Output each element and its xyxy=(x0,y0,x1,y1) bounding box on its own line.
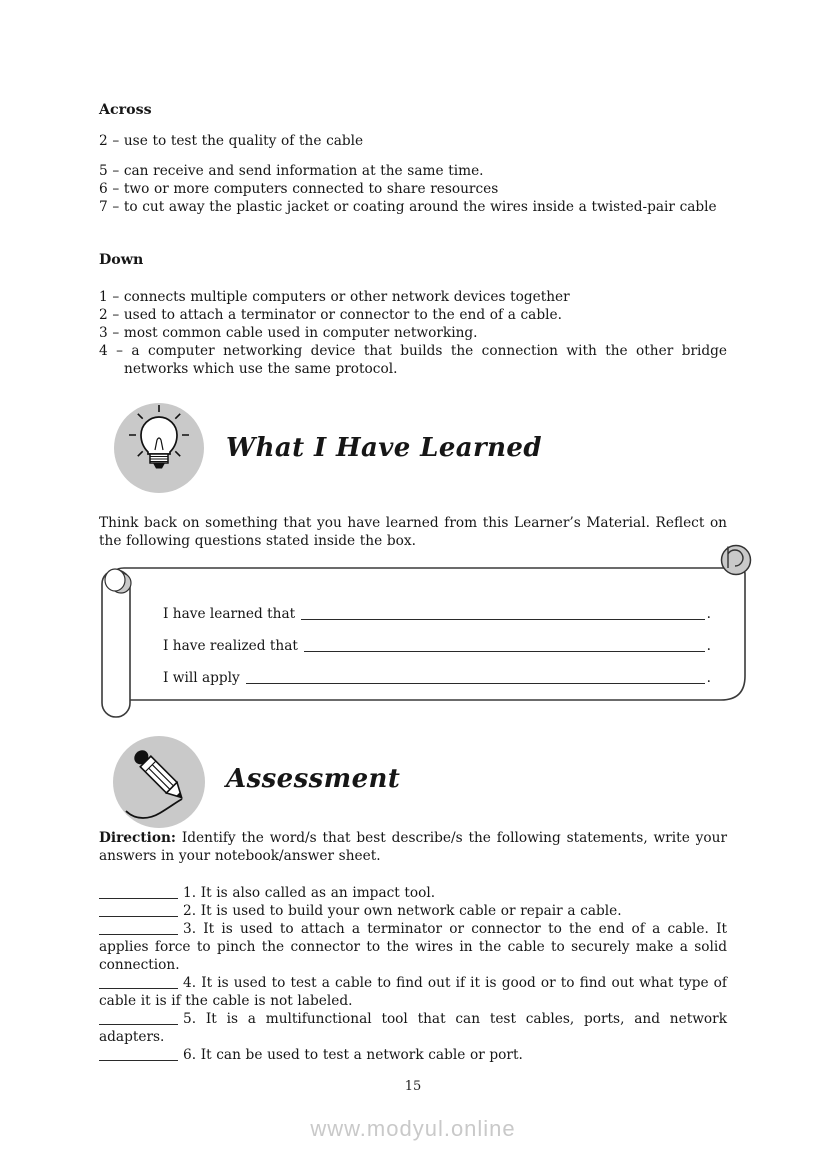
prompt-label: I will apply xyxy=(163,670,240,686)
assessment-item xyxy=(99,884,727,902)
answer-blank xyxy=(99,897,178,899)
down-clue: 2 – used to attach a terminator or connector to the end of a cable. xyxy=(99,307,562,323)
answer-blank xyxy=(99,1059,178,1061)
down-clue: 1 – connects multiple computers or other network devices together xyxy=(99,289,570,305)
assessment-item-text: 6. It can be used to test a network cable or port. xyxy=(183,1047,523,1063)
prompt-row xyxy=(163,669,711,687)
prompt-row xyxy=(163,637,711,655)
prompt-period: . xyxy=(706,606,711,622)
reflection-intro: Think back on something that you have learned from this Learner’s Material. Reflect on the following questions stated inside the box. xyxy=(99,515,727,549)
down-clue: 3 – most common cable used in computer networking. xyxy=(99,325,478,341)
across-clue: 7 – to cut away the plastic jacket or coating around the wires inside a twisted-pair cable xyxy=(99,199,717,215)
down-heading: Down xyxy=(99,252,144,268)
across-heading: Across xyxy=(99,102,152,118)
across-clue-group xyxy=(99,162,727,216)
assessment-icon-badge xyxy=(112,735,206,833)
direction-paragraph xyxy=(99,829,727,865)
down-clue-group xyxy=(99,288,727,378)
prompt-label: I have realized that xyxy=(163,638,298,654)
page-number: 15 xyxy=(404,1079,422,1094)
fill-in-blank-line xyxy=(301,618,705,620)
across-clue: 5 – can receive and send information at the same time. xyxy=(99,163,484,179)
site-watermark: www.modyul.online xyxy=(310,1116,516,1141)
prompt-row xyxy=(163,605,711,623)
assessment-item-text: 3. It is used to attach a terminator or connector to the end of a cable. It applies force to pinch the connector to the wires in the cable to securely make a solid connection. xyxy=(99,921,727,973)
light-bulb-icon xyxy=(113,401,205,495)
assessment-item-text: 4. It is used to test a cable to find out if it is good or to find out what type of cable it is if the cable is not labeled. xyxy=(99,975,727,1009)
down-clue: 4 – a computer networking device that builds the connection with the other bridge networks which use the same protocol. xyxy=(99,343,727,377)
scroll-banner-graphic xyxy=(95,538,760,734)
across-clue: 2 – use to test the quality of the cable xyxy=(99,133,364,149)
answer-blank xyxy=(99,1023,178,1025)
prompt-period: . xyxy=(706,670,711,686)
assessment-item xyxy=(99,920,727,974)
assessment-item-text: 1. It is also called as an impact tool. xyxy=(183,885,436,901)
assessment-item-text: 5. It is a multifunctional tool that can test cables, ports, and network adapters. xyxy=(99,1011,727,1045)
learned-icon-badge xyxy=(113,401,205,499)
assessment-item xyxy=(99,1046,727,1064)
fill-in-blank-line xyxy=(246,682,705,684)
assessment-item xyxy=(99,902,727,920)
assessment-item-text: 2. It is used to build your own network cable or repair a cable. xyxy=(183,903,622,919)
pencil-icon xyxy=(112,735,206,829)
direction-text: Identify the word/s that best describe/s the following statements, write your answers in your notebook/answer sheet. xyxy=(99,830,727,864)
across-clue: 6 – two or more computers connected to share resources xyxy=(99,181,499,197)
answer-blank xyxy=(99,933,178,935)
scroll-icon xyxy=(95,538,760,730)
assessment-item xyxy=(99,974,727,1010)
assessment-item xyxy=(99,1010,727,1046)
assessment-heading: Assessment xyxy=(226,764,401,794)
fill-in-blank-line xyxy=(304,650,705,652)
prompt-period: . xyxy=(706,638,711,654)
assessment-items xyxy=(99,884,727,1064)
answer-blank xyxy=(99,987,178,989)
learned-heading: What I Have Learned xyxy=(226,433,542,463)
prompt-label: I have learned that xyxy=(163,606,296,622)
direction-label: Direction: xyxy=(99,830,176,846)
answer-blank xyxy=(99,915,178,917)
